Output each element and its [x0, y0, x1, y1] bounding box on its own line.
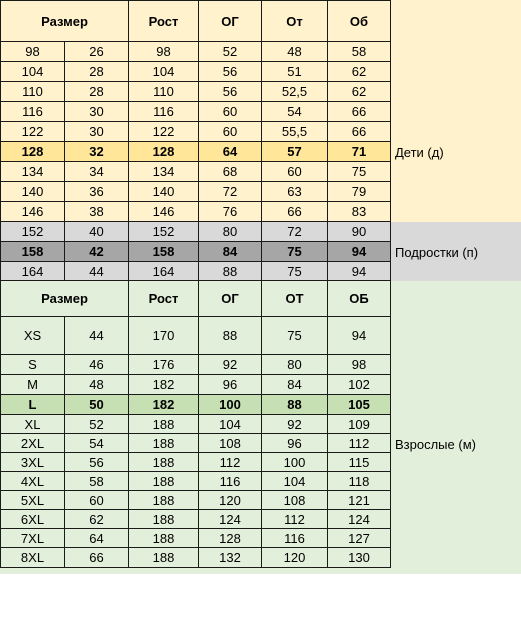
table-cell: 116	[0, 102, 65, 122]
table-row	[0, 102, 391, 122]
table-cell: 96	[262, 434, 328, 453]
table-cell: 63	[262, 182, 328, 202]
table-cell: 92	[262, 415, 328, 434]
table-cell: 48	[65, 375, 129, 395]
table-cell: 44	[65, 317, 129, 355]
table-cell: L	[0, 395, 65, 415]
table-cell: 75	[262, 242, 328, 262]
table-cell: 30	[65, 102, 129, 122]
table-cell: 62	[328, 82, 391, 102]
table-row	[0, 42, 391, 62]
table-cell: 158	[0, 242, 65, 262]
table-row	[0, 529, 391, 548]
table-row	[0, 453, 391, 472]
table-cell: 76	[199, 202, 262, 222]
table-row	[0, 262, 391, 281]
table-cell: 88	[262, 395, 328, 415]
table-row	[0, 395, 391, 415]
table-cell: 92	[199, 355, 262, 375]
table-cell: 104	[0, 62, 65, 82]
table-cell: 128	[129, 142, 199, 162]
table-row	[0, 82, 391, 102]
table-cell: 58	[328, 42, 391, 62]
table-cell: 128	[0, 142, 65, 162]
table-cell: 98	[328, 355, 391, 375]
table-cell: 60	[199, 102, 262, 122]
table-cell: 94	[328, 242, 391, 262]
table-cell: 118	[328, 472, 391, 491]
table-cell: 80	[262, 355, 328, 375]
table-cell: 84	[199, 242, 262, 262]
table-cell: 124	[328, 510, 391, 529]
table-cell: 182	[129, 395, 199, 415]
table-cell: XS	[0, 317, 65, 355]
table-cell: 48	[262, 42, 328, 62]
table-cell: 98	[0, 42, 65, 62]
table-cell: 130	[328, 548, 391, 568]
table-cell: 3XL	[0, 453, 65, 472]
table-cell: 122	[129, 122, 199, 142]
table-row	[0, 62, 391, 82]
table-cell: 75	[262, 317, 328, 355]
table-row	[0, 182, 391, 202]
table-row	[0, 472, 391, 491]
header-cell-size: Размер	[0, 0, 129, 42]
table-cell: 132	[199, 548, 262, 568]
table-cell: 28	[65, 82, 129, 102]
table-cell: 56	[65, 453, 129, 472]
table-cell: 98	[129, 42, 199, 62]
table-cell: 102	[328, 375, 391, 395]
table-cell: 62	[328, 62, 391, 82]
table-cell: 116	[199, 472, 262, 491]
adults-group-label: Взрослые (м)	[395, 436, 476, 452]
table-cell: 8XL	[0, 548, 65, 568]
table-cell: 188	[129, 548, 199, 568]
table-cell: S	[0, 355, 65, 375]
table-cell: 90	[328, 222, 391, 242]
table-cell: 62	[65, 510, 129, 529]
table-cell: 26	[65, 42, 129, 62]
table-cell: 60	[199, 122, 262, 142]
table-cell: 120	[262, 548, 328, 568]
header-cell: ОГ	[199, 0, 262, 42]
table-cell: 40	[65, 222, 129, 242]
table-cell: 116	[262, 529, 328, 548]
table-cell: 32	[65, 142, 129, 162]
table-cell: 134	[0, 162, 65, 182]
table-cell: 121	[328, 491, 391, 510]
header-cell: ОБ	[328, 281, 391, 317]
table-cell: 108	[199, 434, 262, 453]
table-cell: 54	[65, 434, 129, 453]
table-cell: 56	[199, 62, 262, 82]
kids-group-label: Дети (д)	[395, 144, 444, 160]
table-cell: 5XL	[0, 491, 65, 510]
adults-header-row	[0, 281, 391, 317]
table-cell: 112	[328, 434, 391, 453]
table-cell: 60	[65, 491, 129, 510]
table-cell: 188	[129, 415, 199, 434]
table-cell: 94	[328, 262, 391, 281]
table-cell: 83	[328, 202, 391, 222]
teens-group-label: Подростки (п)	[395, 244, 479, 260]
table-cell: 51	[262, 62, 328, 82]
table-cell: 100	[199, 395, 262, 415]
table-cell: 75	[328, 162, 391, 182]
adult-label-background	[391, 281, 521, 574]
table-cell: 71	[328, 142, 391, 162]
table-cell: 54	[262, 102, 328, 122]
table-cell: 124	[199, 510, 262, 529]
table-cell: 188	[129, 434, 199, 453]
table-cell: 2XL	[0, 434, 65, 453]
table-cell: 52,5	[262, 82, 328, 102]
table-cell: 7XL	[0, 529, 65, 548]
table-cell: 80	[199, 222, 262, 242]
table-cell: 66	[65, 548, 129, 568]
table-cell: 94	[328, 317, 391, 355]
header-cell: Рост	[129, 0, 199, 42]
table-cell: 66	[328, 102, 391, 122]
table-row	[0, 122, 391, 142]
table-cell: 152	[0, 222, 65, 242]
table-cell: 146	[129, 202, 199, 222]
table-cell: 88	[199, 262, 262, 281]
table-cell: 72	[199, 182, 262, 202]
table-cell: 88	[199, 317, 262, 355]
table-row	[0, 242, 391, 262]
table-cell: 60	[262, 162, 328, 182]
table-cell: 188	[129, 453, 199, 472]
table-cell: 58	[65, 472, 129, 491]
table-cell: 152	[129, 222, 199, 242]
table-row	[0, 510, 391, 529]
table-cell: 6XL	[0, 510, 65, 529]
table-cell: 128	[199, 529, 262, 548]
table-cell: 66	[262, 202, 328, 222]
table-cell: 158	[129, 242, 199, 262]
table-cell: 182	[129, 375, 199, 395]
table-row	[0, 317, 391, 355]
table-row	[0, 202, 391, 222]
table-cell: 112	[199, 453, 262, 472]
table-cell: 42	[65, 242, 129, 262]
table-cell: 66	[328, 122, 391, 142]
table-cell: 52	[199, 42, 262, 62]
header-cell-size: Размер	[0, 281, 129, 317]
header-cell: От	[262, 0, 328, 42]
table-cell: 30	[65, 122, 129, 142]
table-cell: 100	[262, 453, 328, 472]
table-cell: 68	[199, 162, 262, 182]
table-cell: 104	[262, 472, 328, 491]
table-cell: 36	[65, 182, 129, 202]
table-row	[0, 434, 391, 453]
table-row	[0, 375, 391, 395]
table-cell: 140	[0, 182, 65, 202]
table-row	[0, 222, 391, 242]
table-cell: 115	[328, 453, 391, 472]
table-cell: 79	[328, 182, 391, 202]
table-cell: 110	[129, 82, 199, 102]
table-row	[0, 355, 391, 375]
table-cell: 170	[129, 317, 199, 355]
table-cell: 140	[129, 182, 199, 202]
table-cell: 50	[65, 395, 129, 415]
header-cell: Об	[328, 0, 391, 42]
table-cell: 64	[199, 142, 262, 162]
table-cell: 46	[65, 355, 129, 375]
table-cell: 188	[129, 529, 199, 548]
table-cell: 116	[129, 102, 199, 122]
header-cell: ОГ	[199, 281, 262, 317]
table-cell: 188	[129, 491, 199, 510]
table-cell: 4XL	[0, 472, 65, 491]
table-cell: 109	[328, 415, 391, 434]
table-cell: M	[0, 375, 65, 395]
table-cell: 28	[65, 62, 129, 82]
table-cell: 146	[0, 202, 65, 222]
table-row	[0, 491, 391, 510]
table-cell: 38	[65, 202, 129, 222]
table-cell: 44	[65, 262, 129, 281]
table-cell: 64	[65, 529, 129, 548]
table-cell: XL	[0, 415, 65, 434]
table-cell: 34	[65, 162, 129, 182]
table-cell: 164	[0, 262, 65, 281]
table-cell: 127	[328, 529, 391, 548]
table-cell: 112	[262, 510, 328, 529]
table-row	[0, 142, 391, 162]
table-row	[0, 548, 391, 568]
table-cell: 104	[129, 62, 199, 82]
table-row	[0, 415, 391, 434]
table-row	[0, 162, 391, 182]
table-cell: 122	[0, 122, 65, 142]
table-cell: 110	[0, 82, 65, 102]
table-cell: 188	[129, 472, 199, 491]
table-cell: 52	[65, 415, 129, 434]
table-cell: 164	[129, 262, 199, 281]
header-cell: ОТ	[262, 281, 328, 317]
table-cell: 104	[199, 415, 262, 434]
table-cell: 75	[262, 262, 328, 281]
kids-header-row	[0, 0, 391, 42]
table-cell: 84	[262, 375, 328, 395]
table-cell: 72	[262, 222, 328, 242]
table-cell: 188	[129, 510, 199, 529]
table-cell: 108	[262, 491, 328, 510]
table-cell: 176	[129, 355, 199, 375]
table-cell: 56	[199, 82, 262, 102]
table-cell: 96	[199, 375, 262, 395]
table-cell: 134	[129, 162, 199, 182]
header-cell: Рост	[129, 281, 199, 317]
table-cell: 55,5	[262, 122, 328, 142]
table-cell: 105	[328, 395, 391, 415]
table-cell: 57	[262, 142, 328, 162]
table-cell: 120	[199, 491, 262, 510]
